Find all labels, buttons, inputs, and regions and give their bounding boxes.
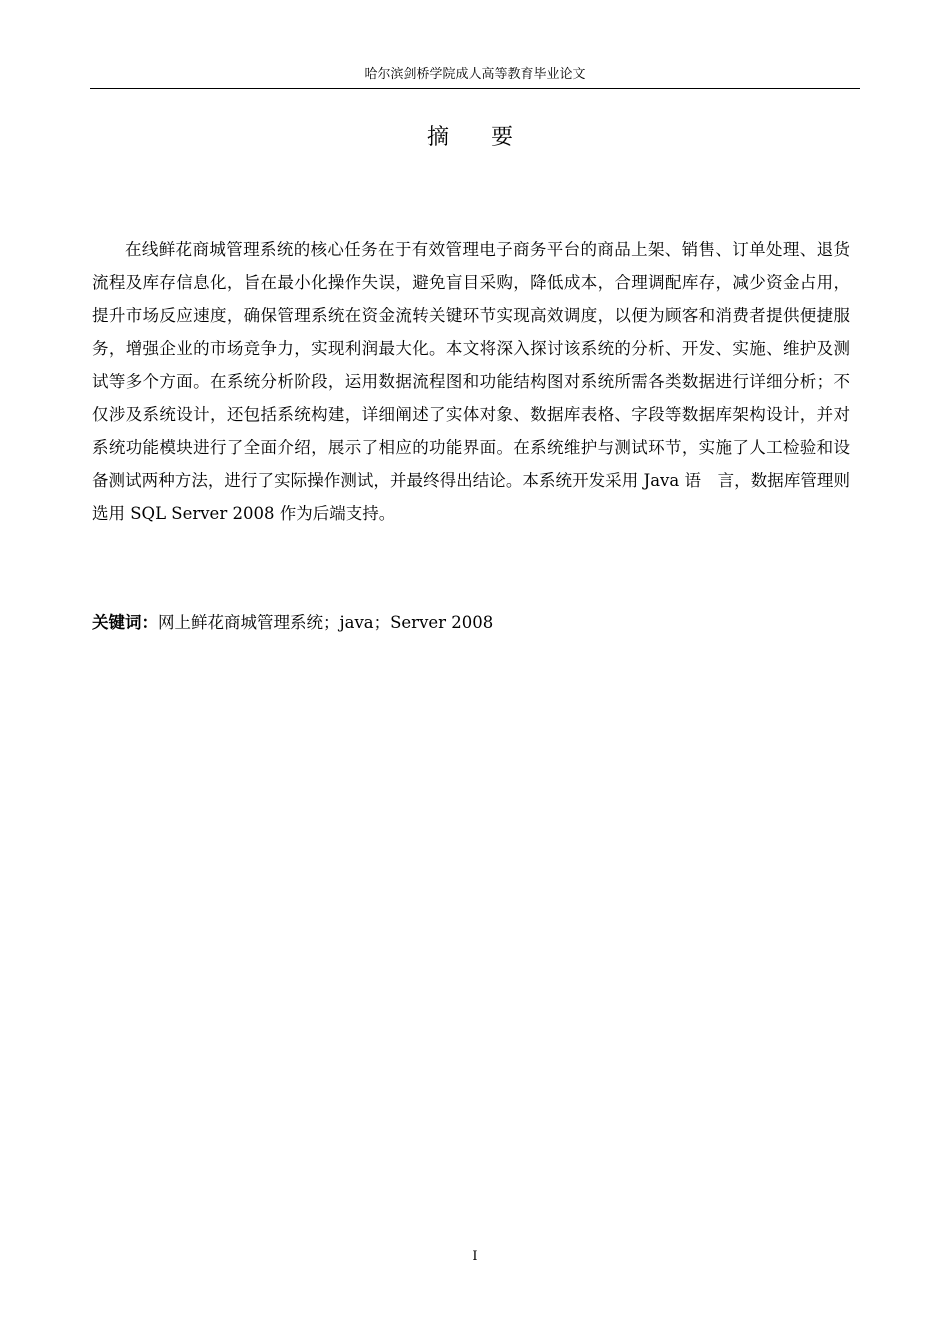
keywords-line: [92, 608, 850, 638]
page-header: [90, 66, 860, 89]
keywords-value: 网上鲜花商城管理系统；java；Server 2008: [158, 613, 494, 632]
abstract-paragraph: 在线鲜花商城管理系统的核心任务在于有效管理电子商务平台的商品上架、销售、订单处理、退货流程及库存信息化，旨在最小化操作失误，避免盲目采购，降低成本，合理调配库存，减少资金占用，提升市场反应速度，确保管理系统在资金流转关键环节实现高效调度，以便为顾客和消费者提供便捷服务，增强企业的市场竞争力，实现利润最大化。本文将深入探讨该系统的分析、开发、实施、维护及测试等多个方面。在系统分析阶段，运用数据流程图和功能结构图对系统所需各类数据进行详细分析；不仅涉及系统设计，还包括系统构建，详细阐述了实体对象、数据库表格、字段等数据库架构设计，并对系统功能模块进行了全面介绍，展示了相应的功能界面。在系统维护与测试环节，实施了人工检验和设备测试两种方法，进行了实际操作测试，并最终得出结论。本系统开发采用 Java 语 言，数据库管理则选用 SQL Server 2008 作为后端支持。: [92, 240, 850, 523]
header-text: 哈尔滨剑桥学院成人高等教育毕业论文: [364, 67, 586, 82]
page-number: I: [472, 1249, 478, 1264]
keywords-label: 关键词：: [92, 613, 158, 632]
page-title: 摘 要: [426, 125, 523, 150]
